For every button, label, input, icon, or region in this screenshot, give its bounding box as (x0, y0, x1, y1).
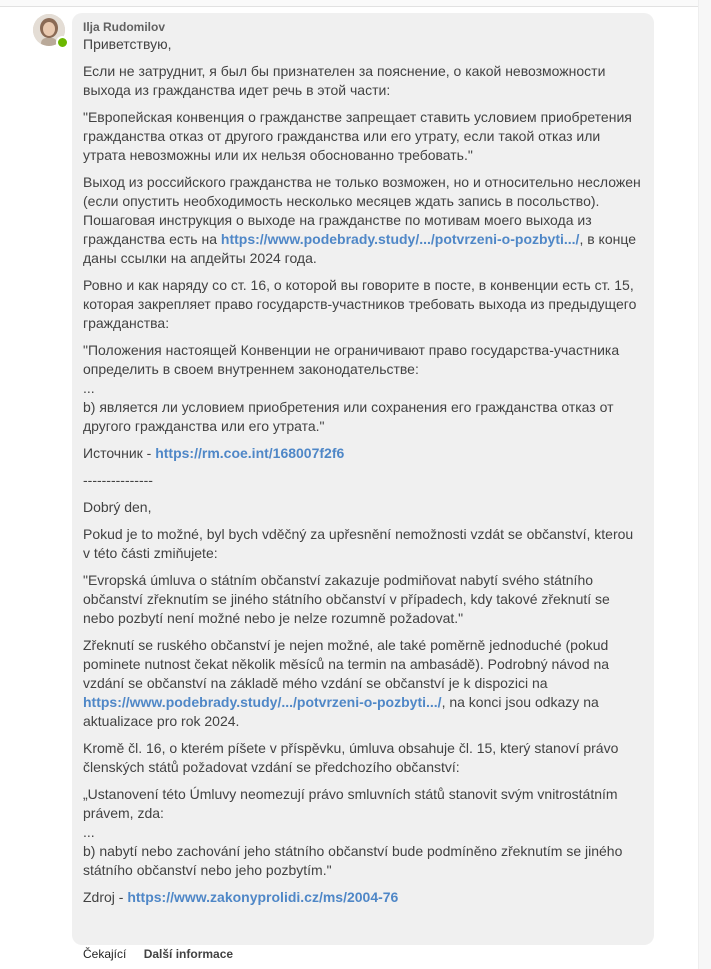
ru-source (83, 444, 644, 463)
cs-quote-1: "Evropská úmluva o státním občanství zakazuje podmiňovat nabytí svého státního občanství zřeknutím se jiného státního občanství v případech, kdy takové zřeknutí se nebo pozbytí není možné nebo je nelze rozumně požadovat." (83, 572, 610, 626)
cs-quote-2-item-b: b) nabytí nebo zachování jeho státního občanství bude podmíněno zřeknutím se jiného státního občanství nebo jeho pozbytím." (83, 843, 623, 878)
cs-quote-2-ellipsis: ... (83, 824, 95, 840)
ru-greeting: Приветствую, (83, 36, 172, 52)
ru-quote-1: "Европейская конвенция о гражданстве запрещает ставить условием приобретения гражданства отказ от другого гражданства или его утрату, если такой отказ или утрата невозможны или их нельзя обоснованно требовать." (83, 109, 632, 163)
message-bubble[interactable] (72, 13, 654, 945)
cs-greeting: Dobrý den, (83, 499, 152, 515)
ru-paragraph-1: Если не затруднит, я был бы признателен за пояснение, о какой невозможности выхода из гражданства идет речь в этой части: (83, 63, 606, 98)
more-info-link[interactable]: Další informace (143, 947, 234, 961)
ru-quote-2-ellipsis: ... (83, 380, 95, 396)
ru-paragraph-2 (83, 173, 644, 268)
presence-available-icon (56, 36, 69, 49)
cs-source-label: Zdroj - (83, 889, 128, 905)
ru-quote-2-item-b: b) является ли условием приобретения или сохранения его гражданства отказ от другого гражданства или его утрата." (83, 399, 614, 434)
language-divider: --------------- (83, 472, 153, 488)
ru-paragraph-3: Ровно и как наряду со ст. 16, о которой вы говорите в посте, в конвенции есть ст. 15, которая закрепляет право государств-участников требовать выхода из предыдущего гражданства: (83, 277, 637, 331)
cs-paragraph-2-tail: , na konci jsou odkazy na aktualizace pro rok 2024. (83, 694, 599, 729)
ru-paragraph-2-text: Выход из российского гражданства не только возможен, но и относительно несложен (если опустить необходимость несколько месяцев ждать запись в посольство). Пошаговая инструкция о выходе на гражданстве по мотивам моего выхода из гражданства есть на (83, 174, 641, 247)
top-divider (0, 0, 711, 7)
ru-source-label: Источник - (83, 445, 156, 461)
message-status: Čekající (83, 947, 127, 961)
cs-paragraph-2-text: Zřeknutí se ruského občanství je nejen možné, ale také poměrně jednoduché (pokud pominete nutnost čekat několik měsíců na termin na ambasádě). Podrobný návod na vzdání se občanství na základě mého vzdání se občanství je k dispozici na (83, 637, 610, 691)
ru-quote-2-intro: "Положения настоящей Конвенции не ограничивают право государства-участника определить в своем внутреннем законодательстве: (83, 342, 620, 377)
message-footer (83, 947, 233, 961)
ru-guide-link[interactable]: https://www.podebrady.study/.../potvrzeni-o-pozbyti.../ (220, 231, 580, 247)
message-author[interactable]: Ilja Rudomilov (83, 20, 166, 34)
ru-source-link[interactable]: https://rm.coe.int/168007f2f6 (155, 445, 345, 461)
cs-quote-2-intro: „Ustanovení této Úmluvy neomezují právo smluvních států stanovit svým vnitrostátním právem, zda: (83, 786, 618, 821)
cs-guide-link[interactable]: https://www.podebrady.study/.../potvrzeni-o-pozbyti.../ (83, 694, 442, 710)
message-body (83, 35, 644, 907)
scrollbar-track[interactable] (698, 0, 711, 969)
cs-paragraph-2 (83, 636, 644, 731)
cs-source (83, 888, 644, 907)
ru-paragraph-2-tail: , в конце даны ссылки на апдейты 2024 года. (83, 231, 637, 266)
cs-source-link[interactable]: https://www.zakonyprolidi.cz/ms/2004-76 (127, 889, 399, 905)
ru-quote-2 (83, 341, 644, 436)
cs-paragraph-3: Kromě čl. 16, o kterém píšete v příspěvku, úmluva obsahuje čl. 15, který stanoví právo členských států požadovat vzdání se předchozího občanství: (83, 740, 619, 775)
cs-paragraph-1: Pokud je to možné, byl bych vděčný za upřesnění nemožnosti vzdát se občanství, kterou v této části zmiňujete: (83, 526, 634, 561)
cs-quote-2 (83, 785, 644, 880)
